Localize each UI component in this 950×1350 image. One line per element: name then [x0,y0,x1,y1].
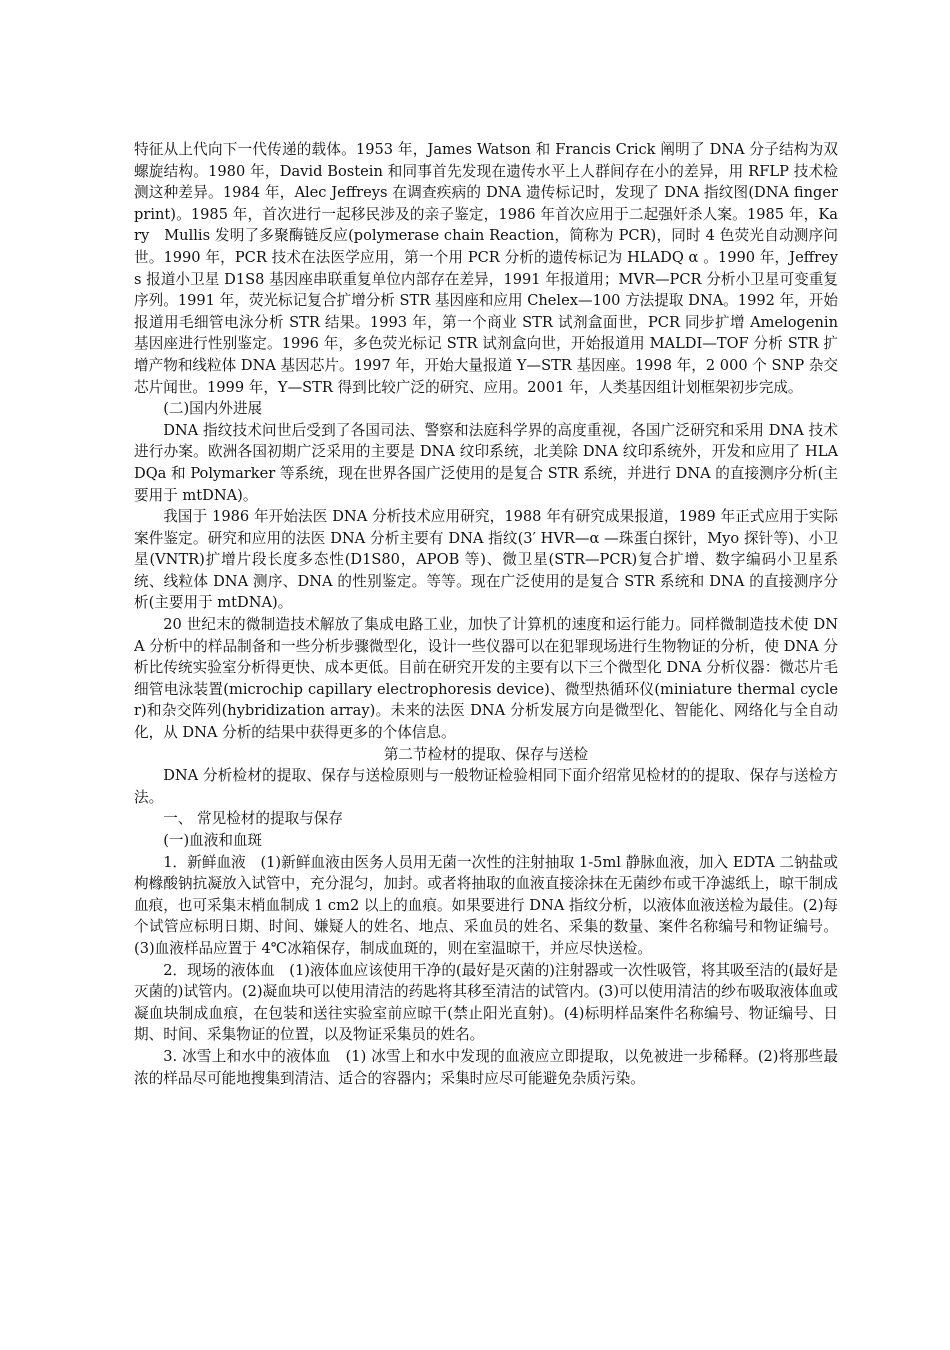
paragraph-ice-water-blood: 3. 冰雪上和水中的液体血 (1) 冰雪上和水中发现的血液应立即提取，以免被进一步稀释。(2)将那些最浓的样品尽可能地搜集到清洁、适合的容器内；采集时应尽可能避免杂质污染。 [134,1047,838,1087]
paragraph-scene-liquid-blood: 2．现场的液体血 (1)液体血应该使用干净的(最好是灭菌的)注射器或一次性吸管，将其吸至洁的(最好是灭菌的)试管内。(2)凝血块可以使用清洁的药匙将其移至清洁的试管内。(3)可以使用清洁的纱布吸取液体血或凝血块制成血痕，在包装和送往实验室前应晾干(禁止阳光直射)。(4)标明样品案件名称编号、物证编号、日期、时间、采集物证的位置，以及物证采集员的姓名。 [134,961,838,1044]
section-heading: 第二节检材的提取、保存与送检 [383,745,589,763]
paragraph-section-intro: DNA 分析检材的提取、保存与送检原则与一般物证检验相同下面介绍常见检材的的提取、保存与送检方法。 [134,767,838,806]
paragraph-fresh-blood: 1．新鲜血液 (1)新鲜血液由医务人员用无菌一次性的注射抽取 1-5ml 静脉血液，加入 EDTA 二钠盐或枸橼酸钠抗凝放入试管中，充分混匀，加封。或者将抽取的血液直接涂抹在无菌纱布或干净滤纸上，晾干制成血痕，也可采集末梢血制成 1 cm2 以上的血痕。如果要进行 DNA 指纹分析，以液体血液送检为最佳。(2)每个试管应标明日期、时间、嫌疑人的姓名、地点、采血员的姓名、采集的数量、案件名称编号和物证编号。(3)血液样品应置于 4℃冰箱保存，制成血斑的，则在室温晾干，并应尽快送检。 [134,853,838,957]
paragraph-international-adoption: DNA 指纹技术问世后受到了各国司法、警察和法庭科学界的高度重视，各国广泛研究和采用 DNA 技术进行办案。欧洲各国初期广泛采用的主要是 DNA 纹印系统，北美除 DNA 纹印系统外，开发和应用了 HLADQa 和 Polymarker 等系统，现在世界各国广泛使用的是复合 STR 系统，并进行 DNA 的直接测序分析(主要用于 mtDNA)。 [134,421,838,504]
paragraph-microfabrication: 20 世纪末的微制造技术解放了集成电路工业，加快了计算机的速度和运行能力。同样微制造技术使 DNA 分析中的样品制备和一些分析步骤微型化，设计一些仪器可以在犯罪现场进行生物物证的分析，使 DNA 分析比传统实验室分析得更快、成本更低。目前在研究开发的主要有以下三个微型化 DNA 分析仪器：微芯片毛细管电泳装置(microchip capillary electrophoresis device)、微型热循环仪(miniature thermal cycler)和杂交阵列(hybridization array)。未来的法医 DNA 分析发展方向是微型化、智能化、网络化与全自动化，从 DNA 分析的结果中获得更多的个体信息。 [134,616,838,742]
paragraph-history: 特征从上代向下一代传递的载体。1953 年，James Watson 和 Francis Crick 阐明了 DNA 分子结构为双螺旋结构。1980 年，David Bostein 和同事首先发现在遗传水平上人群间存在小的差异，用 RFLP 技术检测这种差异。1984 年，Alec Jeffreys 在调查疾病的 DNA 遗传标记时，发现了 DNA 指纹图(DNA fingerprint)。1985 年，首次进行一起移民涉及的亲子鉴定，1986 年首次应用于二起强奸杀人案。1985 年，Kary Mullis 发明了多聚酶链反应(polymerase chain Reaction，简称为 PCR)，同时 4 色荧光自动测序问世。1990 年，PCR 技术在法医学应用，第一个用 PCR 分析的遗传标记为 HLADQ α 。1990 年，Jeffreys 报道小卫星 D1S8 基因座串联重复单位内部存在差异，1991 年报道用；MVR—PCR 分析小卫星可变重复序列。1991 年，荧光标记复合扩增分析 STR 基因座和应用 Chelex—100 方法提取 DNA。1992 年，开始报道用毛细管电泳分析 STR 结果。1993 年，第一个商业 STR 试剂盒面世，PCR 同步扩增 Amelogenin 基因座进行性别鉴定。1996 年，多色荧光标记 STR 试剂盒向世，开始报道用 MALDI—TOF 分析 STR 扩增产物和线粒体 DNA 基因芯片。1997 年，开始大量报道 Y—STR 基因座。1998 年，2 000 个 SNP 杂交芯片闻世。1999 年，Y—STR 得到比较广泛的研究、应用。2001 年，人类基因组计划框架初步完成。 [134,141,838,396]
paragraph-china-research: 我国于 1986 年开始法医 DNA 分析技术应用研究，1988 年有研究成果报道，1989 年正式应用于实际案件鉴定。研究和应用的法医 DNA 分析主要有 DNA 指纹(3′ HVR—α —珠蛋白探针，Myo 探针等)、小卫星(VNTR)扩增片段长度多态性(D1S80，APOB 等)、微卫星(STR—PCR)复合扩增、数字编码小卫星系统、线粒体 DNA 测序、DNA 的性别鉴定。等等。现在广泛使用的是复合 STR 系统和 DNA 的直接测序分析(主要用于 mtDNA)。 [134,508,838,612]
subheading-domestic-foreign-progress: (二)国内外进展 [163,400,263,418]
document-page [134,139,838,1089]
subheading-blood-stains: (一)血液和血斑 [163,832,263,849]
subheading-common-samples: 一、 常见检材的提取与保存 [163,810,343,828]
